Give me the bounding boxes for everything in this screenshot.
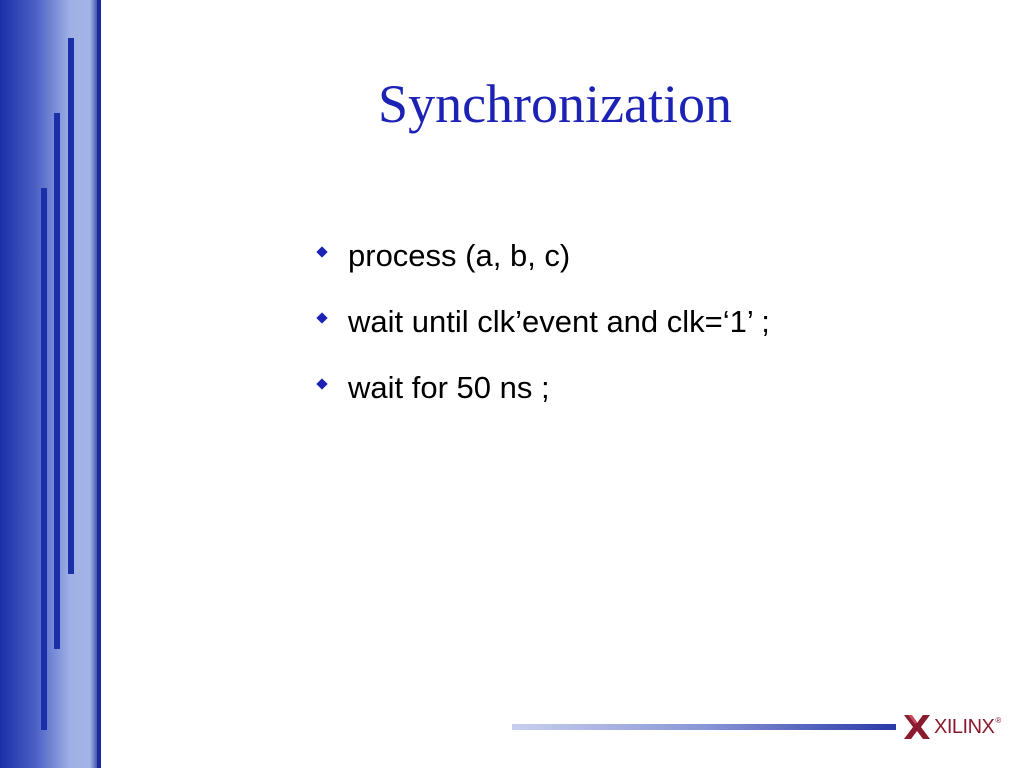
slide-title: Synchronization [378, 74, 732, 134]
footer-divider-line [512, 724, 896, 730]
bullet-item [312, 366, 770, 410]
logo-wordmark: XILINX [934, 716, 995, 738]
xilinx-logo [902, 710, 1001, 744]
decorative-vertical-line [54, 113, 60, 649]
decorative-side-band [0, 0, 101, 768]
side-band-edge [97, 0, 101, 768]
diamond-bullet-icon [316, 246, 327, 257]
registered-mark: ® [995, 716, 1002, 725]
xilinx-logo-icon [902, 712, 932, 742]
decorative-vertical-line [41, 188, 47, 730]
bullet-item [312, 234, 770, 278]
bullet-text: wait until clk’event and clk=‘1’ ; [348, 304, 770, 339]
diamond-bullet-icon [316, 312, 327, 323]
diamond-bullet-icon [316, 378, 327, 389]
decorative-vertical-line [68, 38, 74, 574]
bullet-list [312, 234, 770, 432]
bullet-item [312, 300, 770, 344]
bullet-text: wait for 50 ns ; [348, 370, 550, 405]
bullet-text: process (a, b, c) [348, 238, 571, 273]
